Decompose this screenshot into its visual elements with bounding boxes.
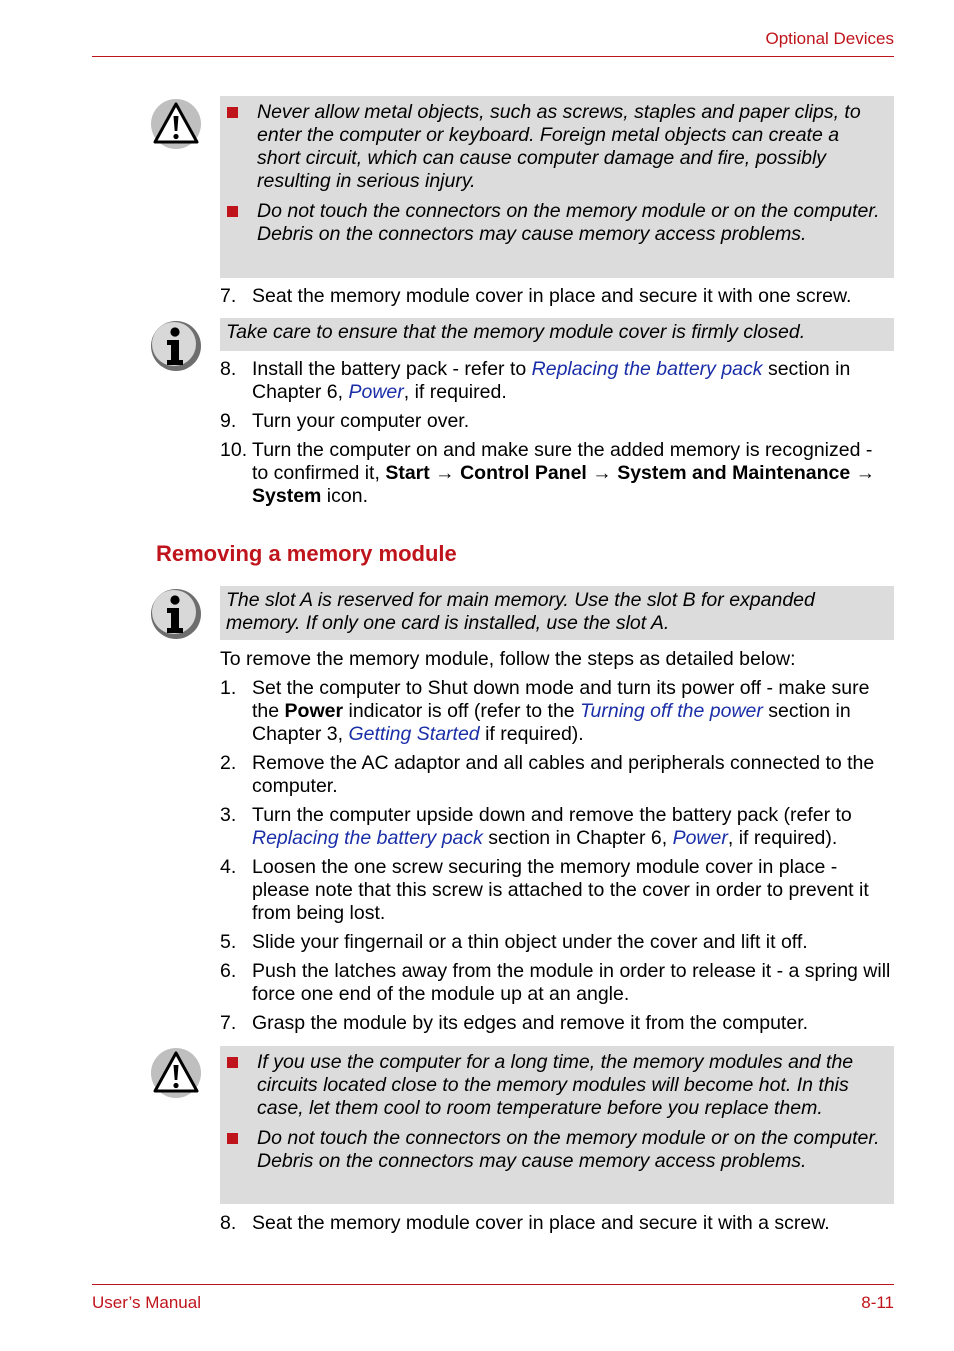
info-icon (150, 320, 202, 372)
intro-paragraph: To remove the memory module, follow the steps as detailed below: (220, 648, 796, 670)
link-turning-off-power[interactable]: Turning off the power (580, 700, 763, 722)
warning-triangle-icon (150, 98, 202, 150)
warning-box (220, 1046, 894, 1204)
info-icon (150, 588, 202, 640)
warning-item: Never allow metal objects, such as screws, staples and paper clips, to enter the computer or keyboard. Foreign metal objects can create a short circuit, which can cause computer damage and fire, possibly resulting in serious injury. (220, 101, 886, 193)
arrow-right-icon: → (435, 462, 455, 484)
link-power[interactable]: Power (672, 827, 728, 849)
bullet-square-icon (227, 1133, 238, 1144)
warning-item: If you use the computer for a long time, the memory modules and the circuits located close to the memory modules will become hot. In this case, let them cool to room temperature before you replace them. (220, 1051, 886, 1120)
header-rule (92, 56, 894, 57)
list-item: 7. Seat the memory module cover in place and secure it with one screw. (220, 285, 852, 307)
footer-rule (92, 1284, 894, 1285)
link-replacing-battery-pack[interactable]: Replacing the battery pack (252, 827, 483, 849)
list-item: 8. Install the battery pack - refer to Replacing the battery pack section in Chapter 6, Power, if required. (220, 358, 851, 403)
note-box: Take care to ensure that the memory module cover is firmly closed. (220, 318, 894, 351)
list-item: 8. Seat the memory module cover in place and secure it with a screw. (220, 1212, 830, 1234)
link-getting-started[interactable]: Getting Started (348, 723, 480, 745)
bullet-square-icon (227, 107, 238, 118)
arrow-right-icon: → (855, 462, 876, 484)
list-item: 7. Grasp the module by its edges and remove it from the computer. (220, 1012, 809, 1034)
list-item: 2. Remove the AC adaptor and all cables and peripherals connected to the computer. (220, 752, 875, 797)
link-replacing-battery-pack[interactable]: Replacing the battery pack (531, 358, 763, 380)
bullet-square-icon (227, 206, 238, 217)
list-item: 1. Set the computer to Shut down mode and turn its power off - make sure the Power indicator is off (refer to the Turning off the power section in Chapter 3, Getting Started if required). (220, 677, 870, 745)
link-power[interactable]: Power (348, 381, 404, 403)
list-item: 10. Turn the computer on and make sure the added memory is recognized - to confirmed it, Start → Control Panel → System and Maintenance → System icon. (220, 439, 876, 507)
warning-item: Do not touch the connectors on the memory module or on the computer. Debris on the connectors may cause memory access problems. (220, 200, 886, 246)
section-heading: Removing a memory module (156, 541, 457, 566)
page-number: 8-11 (861, 1293, 894, 1312)
arrow-right-icon: → (592, 462, 612, 484)
list-item: 5. Slide your fingernail or a thin object under the cover and lift it off. (220, 931, 808, 953)
bullet-square-icon (227, 1057, 238, 1068)
list-item: 4. Loosen the one screw securing the memory module cover in place - please note that this screw is attached to the cover in order to prevent it from being lost. (220, 856, 869, 924)
list-item: 6. Push the latches away from the module in order to release it - a spring will force one end of the module up at an angle. (220, 960, 891, 1005)
list-item: 9. Turn your computer over. (220, 410, 470, 432)
list-item: 3. Turn the computer upside down and remove the battery pack (refer to Replacing the battery pack section in Chapter 6, Power, if required). (220, 804, 852, 849)
warning-item: Do not touch the connectors on the memory module or on the computer. Debris on the connectors may cause memory access problems. (220, 1127, 886, 1173)
running-header: Optional Devices (765, 29, 894, 48)
note-box: The slot A is reserved for main memory. Use the slot B for expanded memory. If only one card is installed, use the slot A. (220, 586, 894, 640)
footer-title: User’s Manual (92, 1293, 201, 1312)
warning-triangle-icon (150, 1047, 202, 1099)
warning-box (220, 96, 894, 278)
